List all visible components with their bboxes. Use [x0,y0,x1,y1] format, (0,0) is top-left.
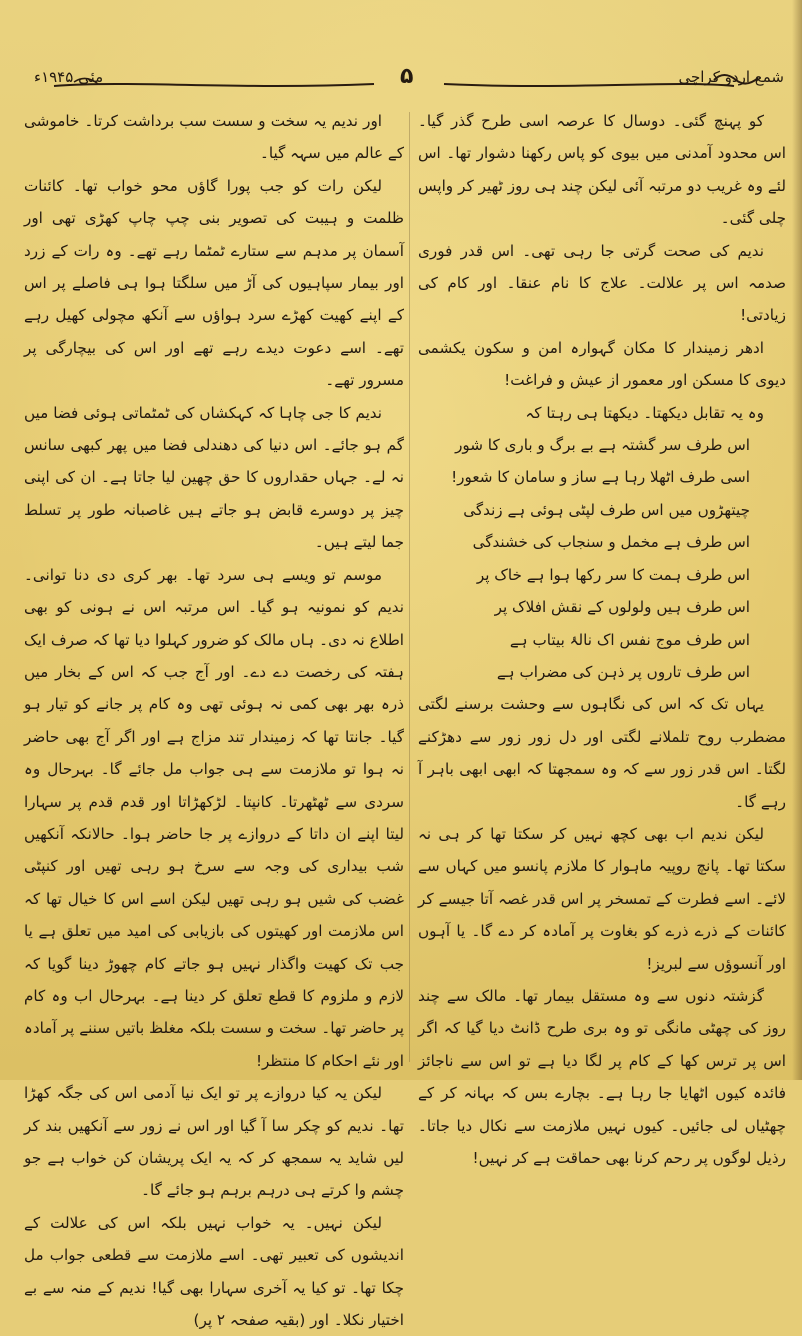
magazine-title: شمع اردو کراچی [678,68,784,86]
column-divider [409,112,410,1062]
verse-line: اس طرف موج نفس اک نالۂ بیتاب ہے [509,630,750,649]
paragraph: لیکن نہیں۔ یہ خواب نہیں بلکہ اس کی علالت کے اندیشوں کی تعبیر تھی۔ اسے ملازمت سے قطعی جواب مل چکا تھا۔ تو کیا یہ آخری سہارا بھی گیا! ندیم کے منہ سے بے اختیار نکلا۔ اور (بقیہ صفحہ ۲ پر) [24,1213,404,1330]
paragraph: یہاں تک کہ اس کی نگاہوں سے وحشت برسنے لگتی مضطرب روح تلملانے لگتی اور دل زور زور سے دھڑکنے لگتا۔ اس قدر زور سے کہ وہ سمجھتا کہ ابھی ابھی باہر آ رہے گا۔ [418,695,786,811]
verse-line: اس طرف ہیں ولولوں کے نقش افلاک پر [494,598,750,617]
page-number: ۵ [400,64,414,89]
verse-line: اسی طرف اٹھلا رہا ہے ساز و سامان کا شعور! [451,468,750,487]
paragraph: ندیم کا جی چاہا کہ کہکشاں کی ٹمٹماتی ہوئی فضا میں گم ہو جائے۔ اس دنیا کی دھندلی فضا میں پھر کبھی سانس نہ لے۔ جہاں حقداروں کا حق چھین لیا جاتا ہے۔ ان کی اپنی چیز پر دوسرے قابض ہو جاتے ہیں غاصبانہ طور پر تسلط جما لیتے ہیں۔ [24,403,404,552]
paragraph: گزشتہ دنوں سے وہ مستقل بیمار تھا۔ مالک سے چند روز کی چھٹی مانگی تو وہ بری طرح ڈانٹ دیا گیا کہ اگر اس پر ترس کھا کے کام پر لگا دیا ہے تو اس سے ناجائز فائدہ کیوں اٹھایا جا رہا ہے۔ بچارے بس کہ بہانہ کر کے چھٹیاں لی جائیں۔ کیوں نہیں ملازمت سے نکال دیا جاتا۔ رذیل لوگوں پر رحم کرنا بھی حماقت ہے کر نہیں! [418,986,786,1167]
paragraph: ادھر زمیندار کا مکان گہوارہ امن و سکون یکشمی دیوی کا مسکن اور معمور از عیش و فراغت! [418,338,786,390]
page-header [14,60,788,100]
paragraph: لیکن یہ کیا دروازے پر تو ایک نیا آدمی اس کی جگہ کھڑا تھا۔ ندیم کو چکر سا آ گیا اور اس نے زور سے آنکھیں بند کر لیں شاید یہ سمجھ کر کہ یہ ایک پریشان کن خواب ہے جو چشم وا کرتے ہی درہم برہم ہو جائے گا۔ [24,1084,404,1200]
page-edge-shadow [792,0,802,1080]
paragraph: موسم تو ویسے ہی سرد تھا۔ بھر کری دی دنا توانی۔ ندیم کو نمونیہ ہو گیا۔ اس مرتبہ اس نے ہونی کو بھی اطلاع نہ دی۔ ہاں مالک کو ضرور کہلوا دیا تھا کہ صرف ایک ہفتہ کی رخصت دے دے۔ اور آج جب کہ اس کے بخار میں ذرہ بھر بھی کمی نہ ہوئی تھی وہ کام پر جانے کو تیار ہو گیا۔ جانتا تھا کہ زمیندار تند مزاج ہے اور اگر آج بھی حاضر نہ ہوا تو ملازمت سے ہی جواب مل جائے گا۔ بہرحال وہ سردی سے ٹھٹھرتا۔ کانپتا۔ لڑکھڑاتا اور قدم قدم پر سہارا لیتا اپنے ان داتا کے دروازے پر جا حاضر ہوا۔ حالانکہ آنکھیں شب بیداری کی وجہ سے سرخ ہو رہی تھیں اور کنپٹی غضب کی شیں ہو رہی تھیں لیکن اسے اس کا خیال تھا کہ اس ملازمت اور کھیتوں کی بازیابی کی امید میں تعلق ہے یا جب تک کھیت واگذار نہیں ہو جاتے کام چھوڑ دینا گویا کہ لازم و ملزوم کا قطع تعلق کر دینا ہے۔ بہرحال اب وہ کام پر حاضر تھا۔ سخت و سست بلکہ مغلظ باتیں سننے پر آمادہ اور نئے احکام کا منتظر! [24,565,404,1070]
paragraph: لیکن ندیم اب بھی کچھ نہیں کر سکتا تھا کر ہی نہ سکتا تھا۔ پانچ روپیہ ماہوار کا ملازم پانسو میں کہاں سے لائے۔ اسے فطرت کے تمسخر پر اس قدر غصہ آتا جیسے کر کائنات کے ذرے ذرے کو بغاوت پر آمادہ کر دے گا۔ یا آہوں اور آنسوؤں سے لبریز! [418,824,786,973]
right-column [418,105,786,1167]
verse-line: چیتھڑوں میں اس طرف لپٹی ہوئی ہے زندگی [463,500,750,519]
paragraph: وہ یہ تقابل دیکھتا۔ دیکھتا ہی رہتا کہ [525,403,764,422]
paragraph: اور ندیم یہ سخت و سست سب برداشت کرتا۔ خاموشی کے عالم میں سہہ گیا۔ [24,112,404,163]
issue-date: مئی ۱۹۴۵ء [34,68,104,86]
verse-line: اس طرف تاروں پر ذہن کی مضراب ہے [496,662,750,681]
verse-line: اس طرف ہمت کا سر رکھا ہوا ہے خاک پر [476,565,750,584]
verse-line: اس طرف ہے مخمل و سنجاب کی خشندگی [472,533,750,552]
verse-line: اس طرف سر گشتہ ہے بے برگ و باری کا شور [455,436,750,455]
left-column [24,105,404,1330]
paragraph: ندیم کی صحت گرتی جا رہی تھی۔ اس قدر فوری صدمہ اس پر علالت۔ علاج کا نام عنقا۔ اور کام کی زیادتی! [418,241,786,325]
paragraph: لیکن رات کو جب پورا گاؤں محو خواب تھا۔ کائنات ظلمت و ہیبت کی تصویر بنی چپ چاپ کھڑی تھی اور آسمان پر مدہم سے ستارے ٹمٹما رہے تھے۔ وہ رات کے زرد اور بیمار سپاہیوں کی آڑ میں سلگتا ہوا ہی فاصلے پر اس کے اپنے کھیت کھڑے سرد ہواؤں سے آنکھ مچولی کھیل رہے تھے۔ اسے دعوت دیدے رہے تھے اور اس کی بیچارگی پر مسرور تھے۔ [24,176,404,390]
paragraph: کو پہنچ گئی۔ دوسال کا عرصہ اسی طرح گذر گیا۔ اس محدود آمدنی میں بیوی کو پاس رکھنا دشوار تھا۔ اس لئے وہ غریب دو مرتبہ آئی لیکن چند ہی روز ٹھیر کر واپس چلی گئی۔ [418,112,786,228]
